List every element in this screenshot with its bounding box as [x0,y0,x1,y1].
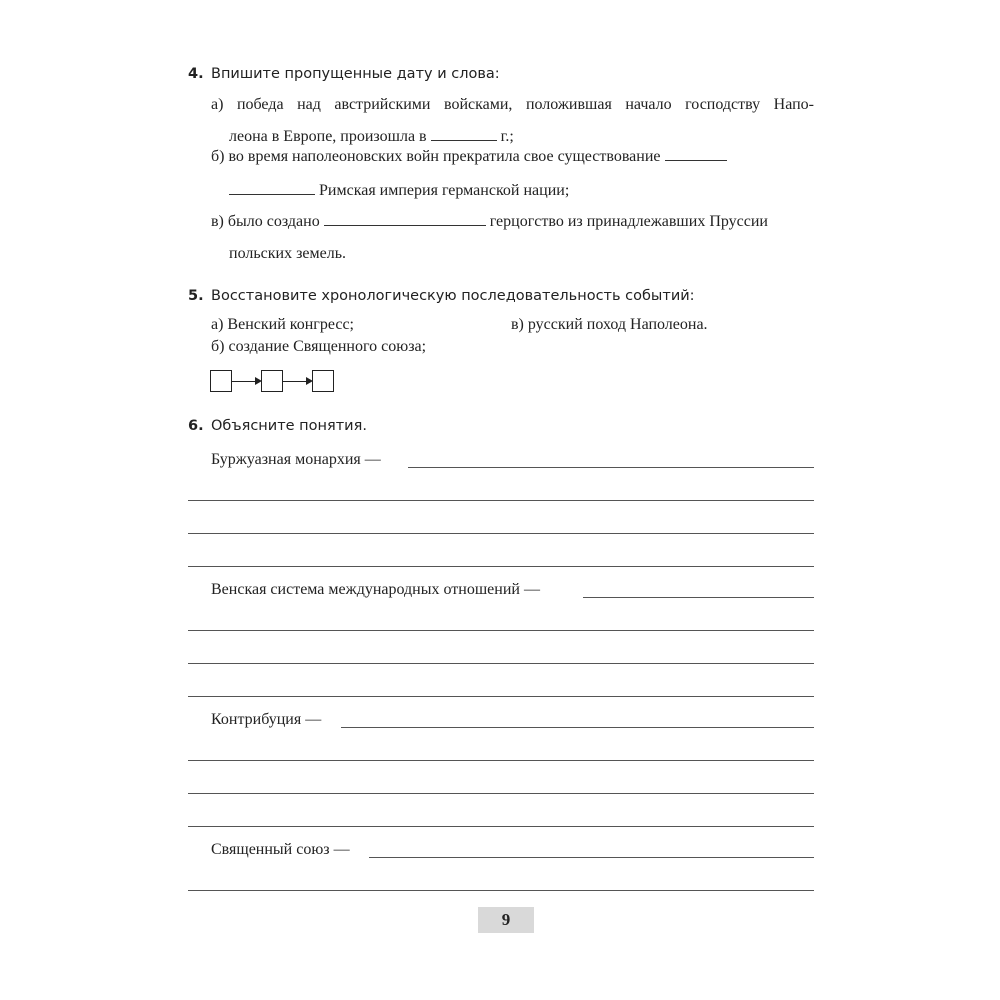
task-5-option-c: в) русский поход Наполеона. [511,316,708,333]
answer-line[interactable] [188,533,814,534]
answer-line[interactable] [188,793,814,794]
task-5-title: Восстановите хронологическую последовательность событий: [211,288,695,304]
date-blank[interactable] [431,140,497,141]
answer-line[interactable] [188,566,814,567]
answer-line[interactable] [188,663,814,664]
answer-line[interactable] [188,500,814,501]
task-4c-line1 [211,213,768,231]
task-4a-line1: а) победа над австрийскими войсками, положившая начало господству Напо- [211,96,814,113]
task-4c-text: в) было создано [211,213,320,230]
task-4b-text-2: Римская империя германской нации; [319,182,570,199]
answer-line[interactable] [188,890,814,891]
page-number: 9 [478,907,534,933]
sequence-box-2[interactable] [261,370,283,392]
term-vienna-system: Венская система международных отношений — [211,581,540,598]
term-bourgeois-monarchy: Буржуазная монархия — [211,451,381,468]
blank-4b-2[interactable] [229,194,315,195]
task-4a-text: леона в Европе, произошла в [229,128,427,145]
task-6-number: 6. [188,418,204,434]
answer-line[interactable] [583,597,814,598]
task-4c-text-2: герцогство из принадлежавших Пруссии [489,213,768,230]
task-4-title: Впишите пропущенные дату и слова: [211,66,500,82]
answer-line[interactable] [188,760,814,761]
task-4c-line2: польских земель. [229,245,346,262]
term-contribution: Контрибуция — [211,711,322,728]
task-5-option-b: б) создание Священного союза; [211,338,427,355]
answer-line[interactable] [341,727,814,728]
blank-4c[interactable] [324,225,486,226]
task-4b-text: б) во время наполеоновских войн прекратила свое существование [211,148,661,165]
task-5-option-a: а) Венский конгресс; [211,316,354,333]
answer-line[interactable] [188,630,814,631]
arrow-right-icon [283,381,311,382]
answer-line[interactable] [369,857,814,858]
sequence-box-3[interactable] [312,370,334,392]
task-4a-line2 [229,128,514,146]
sequence-box-1[interactable] [210,370,232,392]
task-4-number: 4. [188,66,204,82]
answer-line[interactable] [408,467,814,468]
arrow-right-icon [232,381,260,382]
answer-line[interactable] [188,696,814,697]
answer-line[interactable] [188,826,814,827]
term-holy-alliance: Священный союз — [211,841,350,858]
task-4a-suffix: г.; [500,128,514,145]
task-5-number: 5. [188,288,204,304]
task-4b-line1 [211,148,727,166]
task-4b-line2 [229,182,569,200]
blank-4b-1[interactable] [665,160,727,161]
task-6-title: Объясните понятия. [211,418,367,434]
